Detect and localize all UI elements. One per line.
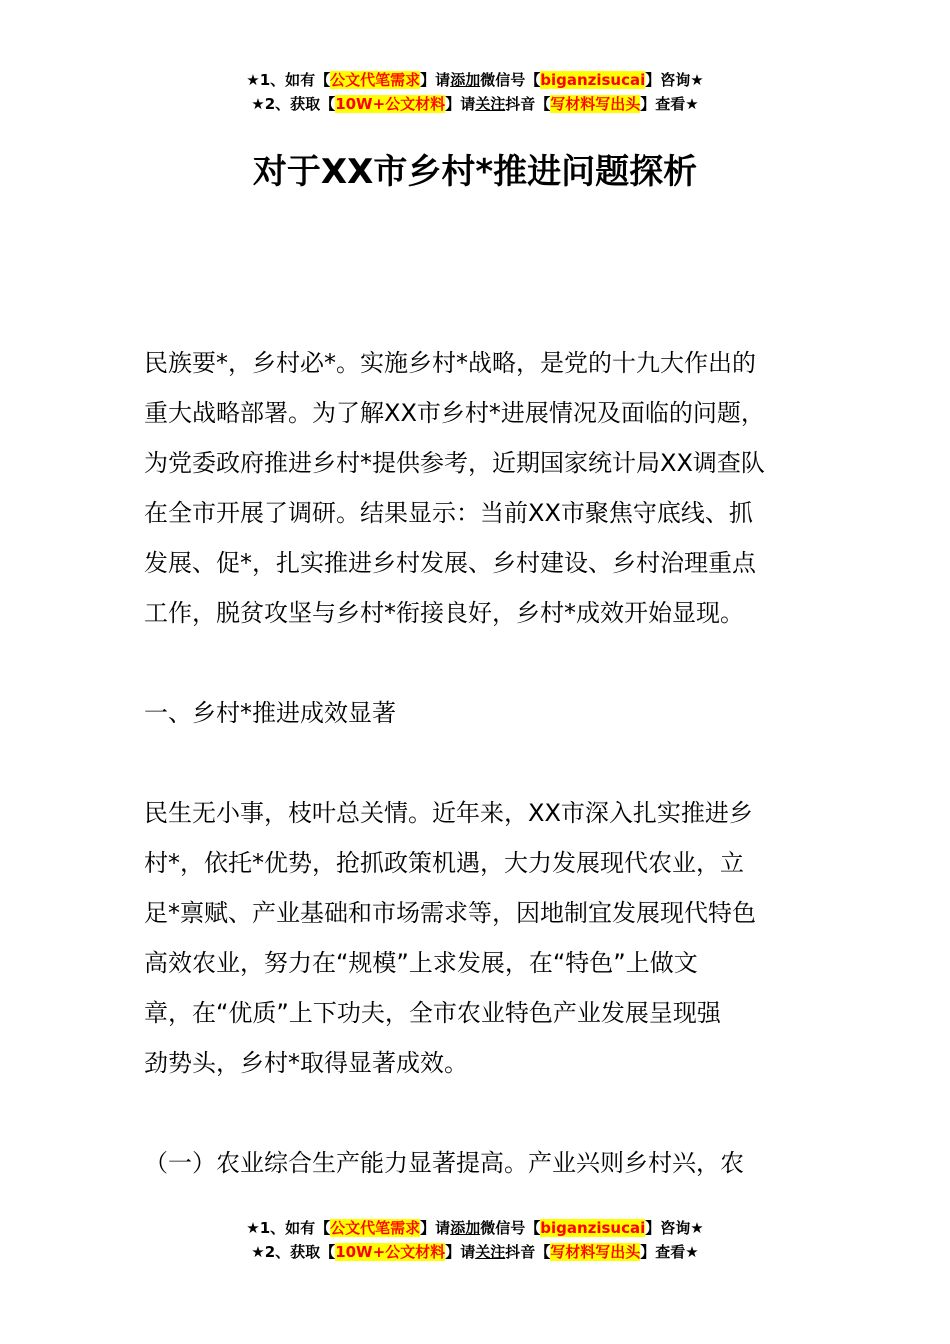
banner-wechat-id: biganzisucai — [540, 1219, 646, 1237]
banner-text: 】请 — [445, 1243, 476, 1261]
banner-line-2 — [0, 92, 950, 116]
banner-text: ★2、获取【 — [251, 95, 336, 113]
banner-text: 】查看★ — [640, 1243, 699, 1261]
banner-text: ★1、如有【 — [246, 71, 331, 89]
paragraph-subsection: （一）农业综合生产能力显著提高。产业兴则乡村兴，农 — [144, 1149, 744, 1177]
footer-banner — [0, 1216, 950, 1264]
banner-highlight: 公文代笔需求 — [330, 1219, 421, 1237]
section-heading: 一、乡村*推进成效显著 — [144, 699, 396, 727]
banner-highlight: 10W+公文材料 — [335, 95, 446, 113]
banner-underline: 添加 — [450, 71, 481, 89]
header-banner — [0, 68, 950, 116]
banner-text: 】查看★ — [640, 95, 699, 113]
banner-text: ★1、如有【 — [246, 1219, 331, 1237]
banner-text: 】请 — [420, 71, 451, 89]
banner-highlight: 写材料写出头 — [550, 95, 641, 113]
document-body — [144, 338, 808, 1188]
banner-highlight: 写材料写出头 — [550, 1243, 641, 1261]
document-title: 对于XX市乡村*推进问题探析 — [252, 152, 698, 192]
banner-text: 】咨询★ — [645, 1219, 704, 1237]
banner-wechat-id: biganzisucai — [540, 71, 646, 89]
banner-text: 抖音【 — [505, 95, 551, 113]
banner-text: 抖音【 — [505, 1243, 551, 1261]
banner-text: 微信号【 — [480, 71, 541, 89]
banner-text: 微信号【 — [480, 1219, 541, 1237]
banner-underline: 关注 — [475, 95, 506, 113]
paragraph-achievements: 民生无小事，枝叶总关情。近年来，XX市深入扎实推进乡 村*，依托*优势，抢抓政策机遇，大力发展现代农业，立 足*禀赋、产业基础和市场需求等，因地制宜发展现代特色 高效农业，努力在“规模”上求发展，在“特色”上做文 章，在“优质”上下功夫，全市农业特色产业发展呈现强 劲势头，乡村*取得显著成效。 — [144, 799, 756, 1077]
banner-line-2 — [0, 1240, 950, 1264]
banner-line-1 — [0, 1216, 950, 1240]
banner-underline: 添加 — [450, 1219, 481, 1237]
banner-text: ★2、获取【 — [251, 1243, 336, 1261]
banner-text: 】咨询★ — [645, 71, 704, 89]
banner-line-1 — [0, 68, 950, 92]
banner-highlight: 公文代笔需求 — [330, 71, 421, 89]
banner-text: 】请 — [445, 95, 476, 113]
banner-underline: 关注 — [475, 1243, 506, 1261]
banner-highlight: 10W+公文材料 — [335, 1243, 446, 1261]
paragraph-intro: 民族要*，乡村必*。实施乡村*战略，是党的十九大作出的 重大战略部署。为了解XX市乡村*进展情况及面临的问题， 为党委政府推进乡村*提供参考，近期国家统计局XX调查队 在全市开展了调研。结果显示：当前XX市聚焦守底线、抓 发展、促*，扎实推进乡村发展、乡村建设、乡村治理重点 工作，脱贫攻坚与乡村*衔接良好，乡村*成效开始显现。 — [144, 349, 765, 627]
banner-text: 】请 — [420, 1219, 451, 1237]
